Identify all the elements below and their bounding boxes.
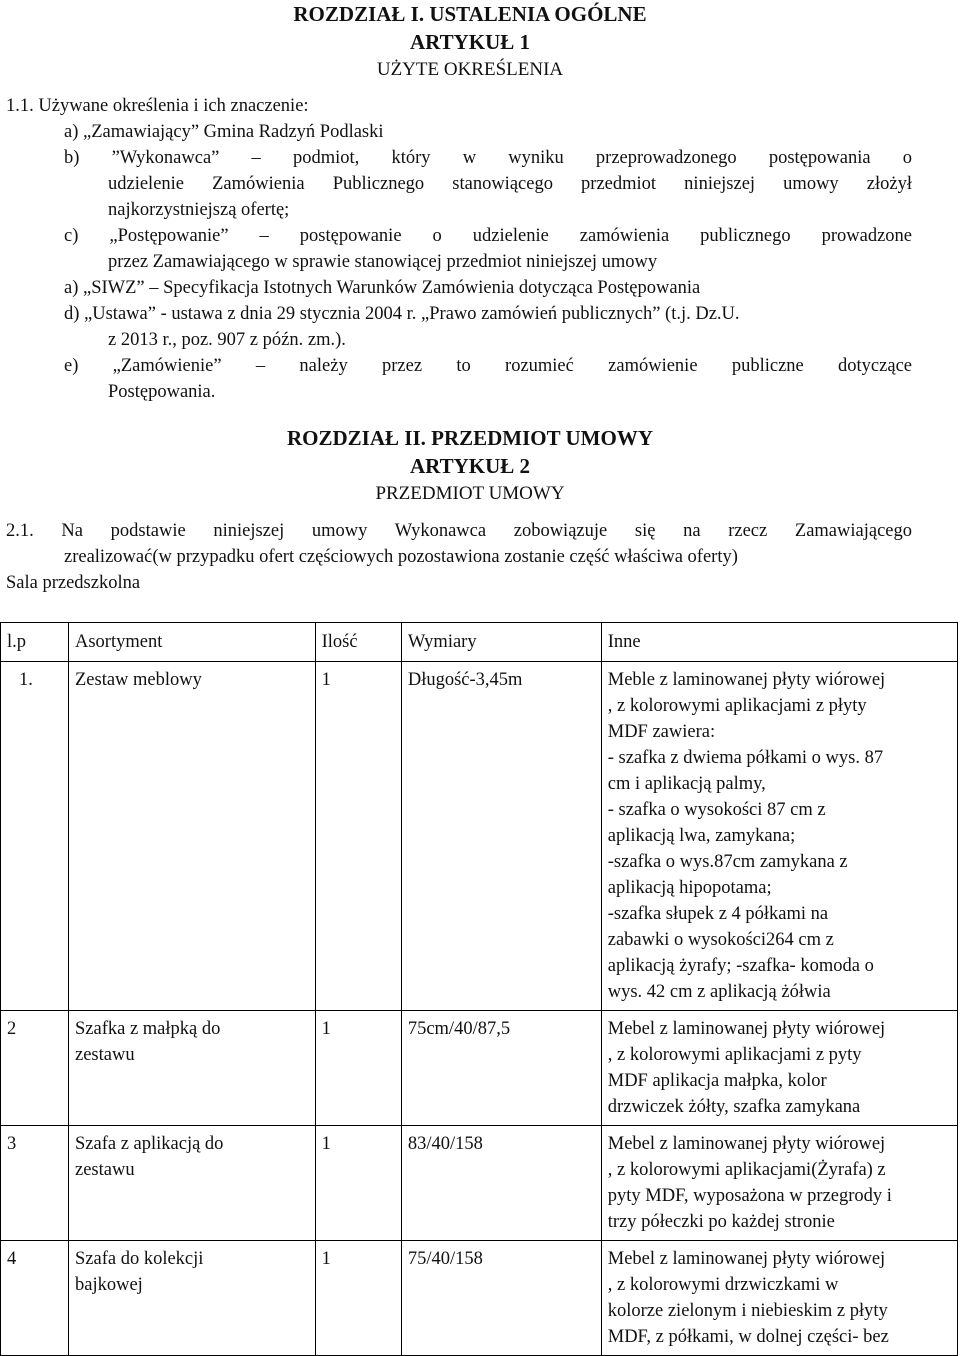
row-desc (601, 662, 957, 1011)
subject-line2: zrealizować(w przypadku ofert częściowych pozostawiona zostanie część właściwa oferty) (64, 547, 738, 567)
definition-e-line2: Postępowania. (108, 382, 216, 402)
desc-line: cm i aplikacją palmy, (607, 774, 766, 794)
row-qty: 1 (315, 1126, 401, 1241)
table-header-row (1, 623, 958, 662)
row-lp: 4 (1, 1241, 69, 1356)
row-name: Zestaw meblowy (68, 662, 315, 1011)
name-line: Szafa z aplikacją do (74, 1134, 224, 1154)
row-qty: 1 (315, 1241, 401, 1356)
chapter2-subtitle: PRZEDMIOT UMOWY (375, 483, 565, 504)
row-lp: 2 (1, 1011, 69, 1126)
desc-line: aplikacją żyrafy; -szafka- komoda o (607, 956, 874, 976)
desc-line: Mebel z laminowanej płyty wiórowej (607, 1249, 886, 1269)
name-line: Szafka z małpką do (74, 1019, 221, 1039)
desc-line: Mebel z laminowanej płyty wiórowej (607, 1134, 886, 1154)
desc-line: aplikacją hipopotama; (607, 878, 772, 898)
table-row (1, 1011, 958, 1126)
header-wymiary: Wymiary (401, 623, 601, 662)
desc-line: MDF aplikacja małpka, kolor (607, 1071, 827, 1091)
row-desc (601, 1241, 957, 1356)
table-row (1, 1241, 958, 1356)
items-table (0, 622, 958, 1356)
name-line: zestawu (74, 1160, 135, 1180)
definition-c-line2: przez Zamawiającego w sprawie stanowiącej przedmiot niniejszej umowy (108, 252, 658, 272)
name-line: bajkowej (74, 1275, 143, 1295)
desc-line: trzy półeczki po każdej stronie (607, 1212, 835, 1232)
definition-a: a) „Zamawiający” Gmina Radzyń Podlaski (64, 122, 384, 142)
row-dims: 75/40/158 (401, 1241, 601, 1356)
header-inne: Inne (601, 623, 957, 662)
desc-line: - szafka z dwiema półkami o wys. 87 (607, 748, 884, 768)
definition-d-line2: z 2013 r., poz. 907 z późn. zm.). (108, 330, 346, 350)
row-name (68, 1126, 315, 1241)
row-desc (601, 1126, 957, 1241)
chapter1-article: ARTYKUŁ 1 (409, 30, 531, 54)
chapter1-subtitle: UŻYTE OKREŚLENIA (376, 59, 564, 80)
desc-line: aplikacją lwa, zamykana; (607, 826, 796, 846)
chapter2-title: ROZDZIAŁ II. PRZEDMIOT UMOWY (287, 426, 653, 450)
desc-line: - szafka o wysokości 87 cm z (607, 800, 826, 820)
desc-line: , z kolorowymi aplikacjami z pyty (607, 1045, 862, 1065)
desc-line: pyty MDF, wyposażona w przegrody i (607, 1186, 892, 1206)
row-desc (601, 1011, 957, 1126)
desc-line: wys. 42 cm z aplikacją żółwia (607, 982, 831, 1002)
definition-b-line3: najkorzystniejszą ofertę; (108, 200, 290, 220)
desc-line: MDF, z półkami, w dolnej części- bez (607, 1327, 889, 1347)
header-asortyment: Asortyment (68, 623, 315, 662)
desc-line: Meble z laminowanej płyty wiórowej (607, 670, 886, 690)
chapter1-title: ROZDZIAŁ I. USTALENIA OGÓLNE (293, 2, 647, 26)
row-dims: Długość-3,45m (401, 662, 601, 1011)
header-ilosc: Ilość (315, 623, 401, 662)
desc-line: , z kolorowymi aplikacjami z płyty (607, 696, 867, 716)
desc-line: Mebel z laminowanej płyty wiórowej (607, 1019, 886, 1039)
definition-b-line1: b) ”Wykonawca” – podmiot, który w wyniku przeprowadzonego postępowania o (64, 148, 912, 168)
table-row (1, 1126, 958, 1241)
header-lp: l.p (1, 623, 69, 662)
definition-b-line2: udzielenie Zamówienia Publicznego stanowiącego przedmiot niniejszej umowy złożył (108, 174, 912, 194)
desc-line: , z kolorowymi aplikacjami(Żyrafa) z (607, 1160, 886, 1180)
desc-line: kolorze zielonym i niebieskim z płyty (607, 1301, 888, 1321)
row-dims: 75cm/40/87,5 (401, 1011, 601, 1126)
desc-line: drzwiczek żółty, szafka zamykana (607, 1097, 861, 1117)
row-qty: 1 (315, 662, 401, 1011)
row-lp: 3 (1, 1126, 69, 1241)
subject-line3: Sala przedszkolna (6, 573, 141, 593)
definition-siwz: a) „SIWZ” – Specyfikacja Istotnych Warunków Zamówienia dotycząca Postępowania (64, 278, 701, 298)
row-qty: 1 (315, 1011, 401, 1126)
table-row (1, 662, 958, 1011)
desc-line: -szafka o wys.87cm zamykana z (607, 852, 848, 872)
name-line: zestawu (74, 1045, 135, 1065)
row-name (68, 1241, 315, 1356)
subject-line1: 2.1. Na podstawie niniejszej umowy Wykonawca zobowiązuje się na rzecz Zamawiającego (6, 521, 912, 541)
desc-line: MDF zawiera: (607, 722, 716, 742)
definition-e-line1: e) „Zamówienie” – należy przez to rozumieć zamówienie publiczne dotyczące (64, 356, 912, 376)
row-dims: 83/40/158 (401, 1126, 601, 1241)
desc-line: , z kolorowymi drzwiczkami w (607, 1275, 839, 1295)
row-name (68, 1011, 315, 1126)
row-lp: 1. (1, 662, 69, 1011)
definition-c-line1: c) „Postępowanie” – postępowanie o udzielenie zamówienia publicznego prowadzone (64, 226, 912, 246)
definition-d-line1: d) „Ustawa” - ustawa z dnia 29 stycznia 2004 r. „Prawo zamówień publicznych” (t.j. Dz.U. (64, 304, 740, 324)
desc-line: -szafka słupek z 4 półkami na (607, 904, 829, 924)
definitions-intro: 1.1. Używane określenia i ich znaczenie: (6, 96, 309, 116)
name-line: Szafa do kolekcji (74, 1249, 204, 1269)
chapter2-article: ARTYKUŁ 2 (409, 454, 531, 478)
desc-line: zabawki o wysokości264 cm z (607, 930, 834, 950)
